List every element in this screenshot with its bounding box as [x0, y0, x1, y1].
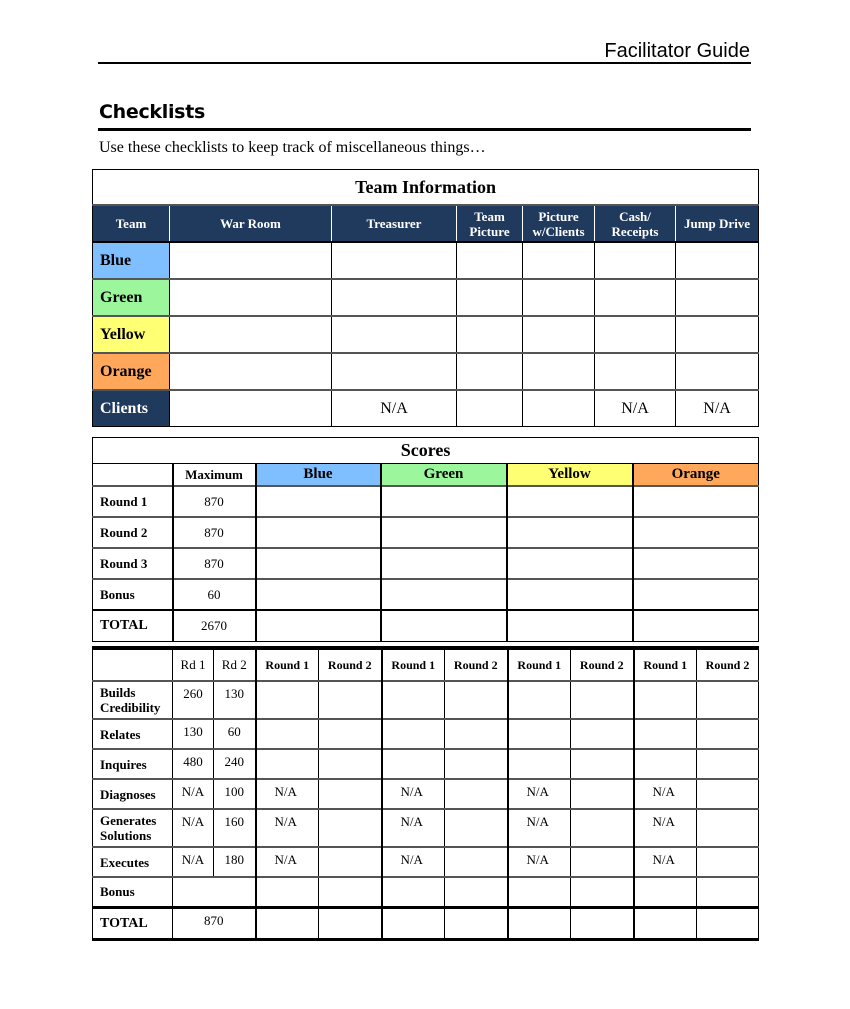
round1-entry-cell[interactable]	[382, 681, 445, 719]
maximum-value: 60	[173, 579, 256, 610]
section-title: Checklists	[99, 101, 205, 123]
criteria-header-round-1: Round 1	[508, 648, 571, 681]
round2-entry-cell[interactable]	[445, 779, 508, 809]
round1-entry-cell[interactable]: N/A	[634, 809, 697, 847]
checklist-cell[interactable]	[595, 279, 676, 316]
checklist-cell[interactable]	[457, 316, 523, 353]
scores-header-maximum: Maximum	[173, 464, 256, 487]
criteria-row-executes	[93, 847, 759, 877]
round2-entry-cell[interactable]	[697, 779, 759, 809]
checklist-cell[interactable]	[676, 279, 759, 316]
checklist-cell[interactable]	[170, 316, 332, 353]
column-header-jump-drive: Jump Drive	[676, 205, 759, 242]
round2-entry-cell[interactable]	[445, 719, 508, 749]
score-entry-cell[interactable]	[256, 548, 381, 579]
criteria-row-label: Bonus	[93, 877, 173, 907]
checklist-cell[interactable]	[523, 390, 595, 427]
team-row-orange	[93, 353, 759, 390]
team-row-blue	[93, 242, 759, 279]
rd2-max-value: 130	[214, 681, 256, 719]
round2-entry-cell[interactable]	[571, 681, 634, 719]
scores-row-round-2	[93, 517, 759, 548]
criteria-row-label: Relates	[93, 719, 173, 749]
round2-entry-cell[interactable]	[319, 749, 382, 779]
scores-row-round-1	[93, 486, 759, 517]
criteria-scores-table	[92, 646, 759, 941]
round2-entry-cell[interactable]	[571, 847, 634, 877]
round2-entry-cell[interactable]	[571, 779, 634, 809]
scores-row-label: Round 3	[93, 548, 173, 579]
round1-entry-cell[interactable]: N/A	[256, 809, 319, 847]
checklist-cell[interactable]	[523, 353, 595, 390]
criteria-header-round-1: Round 1	[382, 648, 445, 681]
round2-entry-cell[interactable]	[697, 681, 759, 719]
rd2-max-value: 100	[214, 779, 256, 809]
team-row-green	[93, 279, 759, 316]
round2-entry-cell[interactable]	[445, 749, 508, 779]
rd2-max-value: 180	[214, 847, 256, 877]
round1-entry-cell[interactable]: N/A	[256, 779, 319, 809]
score-entry-cell[interactable]	[633, 486, 759, 517]
criteria-header-round-2: Round 2	[697, 648, 759, 681]
score-entry-cell[interactable]	[256, 579, 381, 610]
intro-text: Use these checklists to keep track of miscellaneous things…	[99, 139, 486, 156]
score-entry-cell[interactable]	[633, 517, 759, 548]
score-entry-cell[interactable]	[507, 517, 633, 548]
round2-entry-cell[interactable]	[319, 779, 382, 809]
checklist-cell[interactable]	[332, 353, 457, 390]
score-entry-cell[interactable]	[633, 579, 759, 610]
column-header-war-room: War Room	[170, 205, 332, 242]
maximum-value: 2670	[173, 610, 256, 642]
maximum-value: 870	[173, 548, 256, 579]
column-header-picture-w-clients: Picture w/Clients	[523, 205, 595, 242]
round2-total-cell[interactable]	[319, 907, 382, 939]
score-entry-cell[interactable]	[381, 548, 507, 579]
round1-entry-cell[interactable]: N/A	[508, 809, 571, 847]
section-rule	[98, 128, 751, 131]
round2-total-cell[interactable]	[571, 907, 634, 939]
round2-total-cell[interactable]	[445, 907, 508, 939]
checklist-cell[interactable]	[676, 242, 759, 279]
criteria-row-generates-solutions	[93, 809, 759, 847]
scores-header-orange: Orange	[633, 464, 759, 487]
rd1-max-value: 130	[173, 719, 214, 749]
round2-entry-cell[interactable]	[319, 681, 382, 719]
column-header-team-picture: Team Picture	[457, 205, 523, 242]
round1-entry-cell[interactable]	[382, 877, 445, 907]
checklist-cell[interactable]	[332, 279, 457, 316]
team-header-row	[93, 205, 759, 242]
round1-entry-cell[interactable]	[634, 719, 697, 749]
criteria-header-rd-2: Rd 2	[214, 648, 256, 681]
checklist-cell[interactable]	[595, 353, 676, 390]
round1-entry-cell[interactable]	[634, 877, 697, 907]
team-information-title: Team Information	[93, 170, 759, 206]
scores-row-round-3	[93, 548, 759, 579]
round1-entry-cell[interactable]	[382, 719, 445, 749]
criteria-row-inquires	[93, 749, 759, 779]
round1-entry-cell[interactable]	[634, 749, 697, 779]
criteria-row-label: Diagnoses	[93, 779, 173, 809]
checklist-cell[interactable]	[676, 353, 759, 390]
round2-entry-cell[interactable]	[445, 809, 508, 847]
criteria-row-builds-credibility	[93, 681, 759, 719]
score-entry-cell[interactable]	[256, 486, 381, 517]
score-entry-cell[interactable]	[256, 517, 381, 548]
criteria-row-total	[93, 907, 759, 939]
round2-entry-cell[interactable]	[319, 877, 382, 907]
score-entry-cell[interactable]	[633, 610, 759, 642]
scores-row-label: Bonus	[93, 579, 173, 610]
score-entry-cell[interactable]	[256, 610, 381, 642]
score-entry-cell[interactable]	[633, 548, 759, 579]
guide-title: Facilitator Guide	[604, 40, 750, 62]
round2-entry-cell[interactable]	[697, 847, 759, 877]
round1-total-cell[interactable]	[634, 907, 697, 939]
round1-total-cell[interactable]	[256, 907, 319, 939]
score-entry-cell[interactable]	[381, 579, 507, 610]
checklist-cell[interactable]	[523, 279, 595, 316]
checklist-cell[interactable]: N/A	[676, 390, 759, 427]
round2-entry-cell[interactable]	[319, 719, 382, 749]
round2-entry-cell[interactable]	[571, 749, 634, 779]
round1-entry-cell[interactable]: N/A	[508, 779, 571, 809]
round2-entry-cell[interactable]	[571, 877, 634, 907]
rd1-max-value: 480	[173, 749, 214, 779]
round1-entry-cell[interactable]	[382, 749, 445, 779]
round2-entry-cell[interactable]	[445, 681, 508, 719]
team-name-green: Green	[93, 279, 170, 316]
rd2-max-value: 240	[214, 749, 256, 779]
round1-entry-cell[interactable]: N/A	[382, 779, 445, 809]
maximum-value: 870	[173, 486, 256, 517]
score-entry-cell[interactable]	[381, 610, 507, 642]
round2-entry-cell[interactable]	[571, 809, 634, 847]
checklist-cell[interactable]	[457, 279, 523, 316]
round2-entry-cell[interactable]	[445, 847, 508, 877]
scores-header-row	[93, 464, 759, 487]
team-name-blue: Blue	[93, 242, 170, 279]
round2-entry-cell[interactable]	[697, 877, 759, 907]
column-header-team: Team	[93, 205, 170, 242]
rd2-max-value: 60	[214, 719, 256, 749]
checklist-cell[interactable]	[332, 316, 457, 353]
scores-table	[92, 437, 759, 642]
checklist-cell[interactable]	[595, 316, 676, 353]
criteria-header-rd-1: Rd 1	[173, 648, 214, 681]
round2-entry-cell[interactable]	[319, 809, 382, 847]
scores-title: Scores	[93, 438, 759, 464]
checklist-cell[interactable]	[523, 316, 595, 353]
checklist-cell[interactable]	[332, 242, 457, 279]
scores-row-label: TOTAL	[93, 610, 173, 642]
round2-entry-cell[interactable]	[697, 749, 759, 779]
scores-row-total	[93, 610, 759, 642]
round1-entry-cell[interactable]	[256, 681, 319, 719]
round1-entry-cell[interactable]	[256, 719, 319, 749]
round1-entry-cell[interactable]: N/A	[382, 847, 445, 877]
checklist-cell[interactable]	[595, 242, 676, 279]
criteria-header-round-2: Round 2	[319, 648, 382, 681]
checklist-cell[interactable]	[457, 353, 523, 390]
team-name-clients: Clients	[93, 390, 170, 427]
criteria-header-blank	[93, 648, 173, 681]
column-header-treasurer: Treasurer	[332, 205, 457, 242]
rd1-max-value: 260	[173, 681, 214, 719]
round1-total-cell[interactable]	[382, 907, 445, 939]
scores-row-label: Round 1	[93, 486, 173, 517]
round1-entry-cell[interactable]: N/A	[256, 847, 319, 877]
round2-entry-cell[interactable]	[697, 809, 759, 847]
round1-entry-cell[interactable]	[256, 877, 319, 907]
criteria-row-diagnoses	[93, 779, 759, 809]
score-entry-cell[interactable]	[507, 610, 633, 642]
score-entry-cell[interactable]	[381, 486, 507, 517]
criteria-row-bonus	[93, 877, 759, 907]
criteria-header-round-1: Round 1	[634, 648, 697, 681]
criteria-row-label: Inquires	[93, 749, 173, 779]
checklist-cell[interactable]: N/A	[332, 390, 457, 427]
team-information-table	[92, 169, 759, 427]
round1-entry-cell[interactable]	[256, 749, 319, 779]
round2-entry-cell[interactable]	[445, 877, 508, 907]
round1-entry-cell[interactable]: N/A	[634, 779, 697, 809]
round1-entry-cell[interactable]	[508, 749, 571, 779]
round2-entry-cell[interactable]	[571, 719, 634, 749]
checklist-cell[interactable]	[170, 279, 332, 316]
checklist-cell[interactable]	[170, 242, 332, 279]
team-row-clients	[93, 390, 759, 427]
criteria-header-row	[93, 648, 759, 681]
checklist-cell[interactable]	[457, 390, 523, 427]
maximum-value: 870	[173, 517, 256, 548]
score-entry-cell[interactable]	[507, 579, 633, 610]
score-entry-cell[interactable]	[381, 517, 507, 548]
bonus-max-cell	[173, 877, 256, 907]
criteria-header-round-2: Round 2	[445, 648, 508, 681]
checklist-cell[interactable]	[523, 242, 595, 279]
rd1-max-value: N/A	[173, 847, 214, 877]
criteria-row-label: Executes	[93, 847, 173, 877]
team-name-orange: Orange	[93, 353, 170, 390]
round1-entry-cell[interactable]: N/A	[508, 847, 571, 877]
criteria-row-label: Builds Credibility	[93, 681, 173, 719]
criteria-header-round-2: Round 2	[571, 648, 634, 681]
column-header-cash-receipts: Cash/ Receipts	[595, 205, 676, 242]
scores-header-yellow: Yellow	[507, 464, 633, 487]
criteria-row-relates	[93, 719, 759, 749]
round1-entry-cell[interactable]	[508, 877, 571, 907]
scores-header-green: Green	[381, 464, 507, 487]
checklist-cell[interactable]	[676, 316, 759, 353]
round2-entry-cell[interactable]	[697, 719, 759, 749]
criteria-row-label: TOTAL	[93, 907, 173, 939]
criteria-row-label: Generates Solutions	[93, 809, 173, 847]
round1-total-cell[interactable]	[508, 907, 571, 939]
checklist-cell[interactable]	[170, 353, 332, 390]
rd1-max-value: N/A	[173, 779, 214, 809]
round2-entry-cell[interactable]	[319, 847, 382, 877]
round1-entry-cell[interactable]	[508, 719, 571, 749]
round1-entry-cell[interactable]: N/A	[382, 809, 445, 847]
rd1-max-value: N/A	[173, 809, 214, 847]
score-entry-cell[interactable]	[507, 548, 633, 579]
scores-row-label: Round 2	[93, 517, 173, 548]
rd2-max-value: 160	[214, 809, 256, 847]
team-row-yellow	[93, 316, 759, 353]
round1-entry-cell[interactable]	[634, 681, 697, 719]
round1-entry-cell[interactable]: N/A	[634, 847, 697, 877]
scores-header-blank	[93, 464, 173, 487]
score-entry-cell[interactable]	[507, 486, 633, 517]
scores-header-blue: Blue	[256, 464, 381, 487]
checklist-cell[interactable]: N/A	[595, 390, 676, 427]
round1-entry-cell[interactable]	[508, 681, 571, 719]
total-max-value: 870	[173, 907, 256, 939]
criteria-header-round-1: Round 1	[256, 648, 319, 681]
round2-total-cell[interactable]	[697, 907, 759, 939]
header-rule	[98, 62, 751, 64]
scores-row-bonus	[93, 579, 759, 610]
team-name-yellow: Yellow	[93, 316, 170, 353]
checklist-cell[interactable]	[457, 242, 523, 279]
checklist-cell[interactable]	[170, 390, 332, 427]
